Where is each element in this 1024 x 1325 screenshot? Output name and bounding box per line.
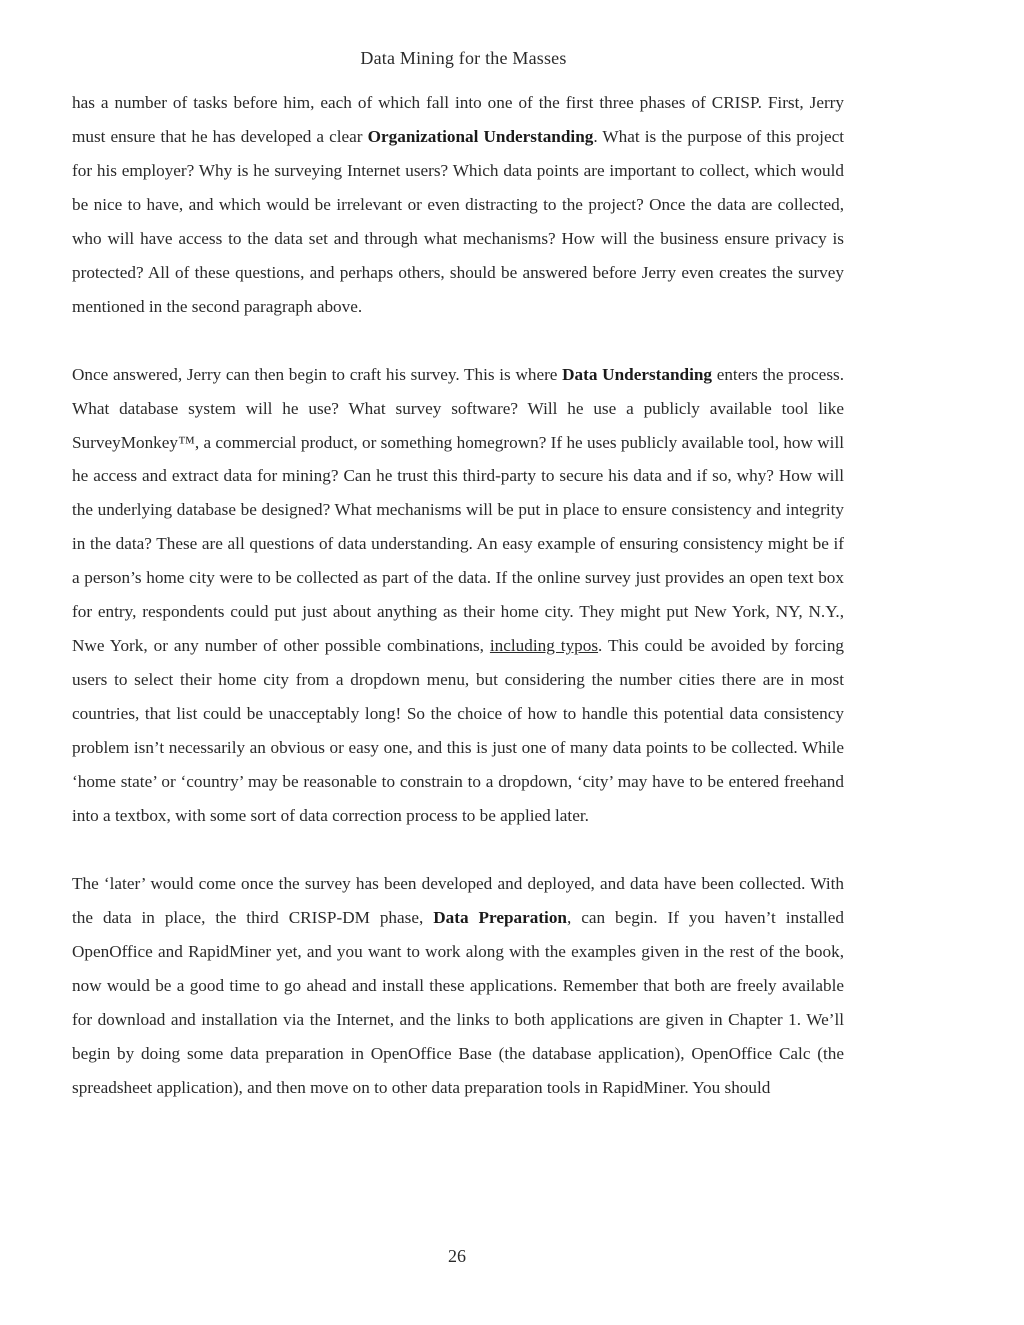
paragraph-2-text-end: . This could be avoided by forcing users to select their home city from a dropdown menu, but considering the number cities there are in most countries, that list could be unacceptably long! So the choice of how to handle this potential data consistency problem isn’t necessarily an obvious or easy one, and this is just one of many data points to be collected. While ‘home state’ or ‘country’ may be reasonable to constrain to a dropdown, ‘city’ may have to be entered freehand into a textbox, with some sort of data correction process to be applied later. <box>72 636 845 825</box>
paragraph-2-text-middle: enters the process. What database system will he use? What survey software? Will he use a publicly available tool like SurveyMonkey™, a commercial product, or something homegrown? If he uses publicly available tool, how will he access and extract data for mining? Can he trust this third-party to secure his data and if so, why? How will the underlying database be designed? What mechanisms will be put in place to ensure consistency and integrity in the data? These are all questions of data understanding. An easy example of ensuring consistency might be if a person’s home city were to be collected as part of the data. If the online survey just provides an open text box for entry, respondents could put just about anything as their home city. They might put New York, NY, N.Y., Nwe York, or any number of other possible combinations, <box>72 364 844 656</box>
running-header: Data Mining for the Masses <box>360 48 567 68</box>
underlined-including-typos: including typos <box>489 636 599 656</box>
term-data-understanding: Data Understanding <box>562 364 713 384</box>
paragraph-data-understanding <box>72 358 844 833</box>
paragraph-data-preparation <box>72 867 844 1105</box>
term-data-preparation: Data Preparation <box>433 907 567 927</box>
paragraph-1-text-end: . What is the purpose of this project for his employer? Why is he surveying Internet users? Which data points are important to collect, which would be nice to have, and which would be irrelevant or even distracting to the project? Once the data are collected, who will have access to the data set and through what mechanisms? How will the business ensure privacy is protected? All of these questions, and perhaps others, should be answered before Jerry even creates the survey mentioned in the second paragraph above. <box>72 126 844 316</box>
paragraph-organizational-understanding <box>72 86 844 324</box>
paragraph-3-text-end: , can begin. If you haven’t installed OpenOffice and RapidMiner yet, and you want to work along with the examples given in the rest of the book, now would be a good time to go ahead and install these applications. Remember that both are freely available for download and installation via the Internet, and the links to both applications are given in Chapter 1. We’ll begin by doing some data preparation in OpenOffice Base (the database application), OpenOffice Calc (the spreadsheet application), and then move on to other data preparation tools in RapidMiner. You should <box>72 907 845 1097</box>
paragraph-3-text-start: The ‘later’ would come once the survey has been developed and deployed, and data have been collected. With the data in place, the third CRISP-DM phase, <box>72 873 844 927</box>
paragraph-2-text-start: Once answered, Jerry can then begin to craft his survey. This is where <box>72 364 563 384</box>
body-text <box>72 86 844 1105</box>
term-organizational-understanding: Organizational Understanding <box>367 126 594 146</box>
paragraph-1-text-start: has a number of tasks before him, each of which fall into one of the first three phases of CRISP. First, Jerry must ensure that he has developed a clear <box>72 93 844 146</box>
page-number: 26 <box>448 1246 466 1266</box>
